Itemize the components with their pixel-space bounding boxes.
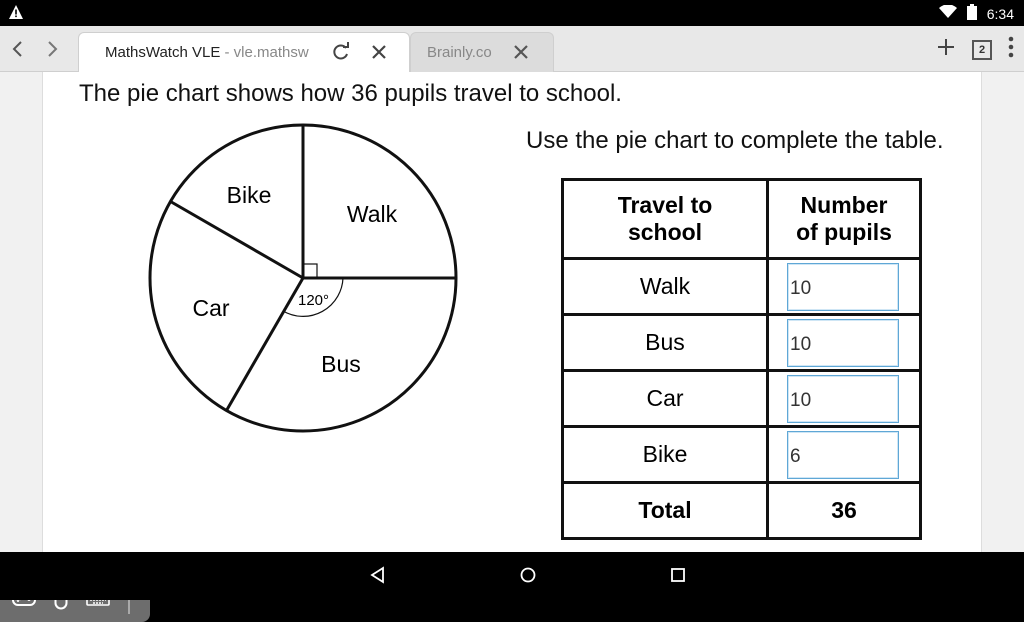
close-tab-icon[interactable]	[511, 42, 531, 66]
table-row	[563, 315, 921, 371]
wifi-icon	[939, 5, 957, 22]
question-intro: The pie chart shows how 36 pupils travel to school.	[79, 80, 622, 107]
slice-label-car: Car	[192, 295, 230, 321]
forward-icon[interactable]	[40, 36, 64, 62]
warning-icon	[8, 4, 24, 25]
new-tab-icon[interactable]	[936, 37, 956, 62]
tab-url: - vle.mathsw	[220, 44, 309, 61]
table-row	[563, 259, 921, 315]
header-travel-line1: Travel to	[617, 192, 713, 218]
tab-title: MathsWatch VLE	[105, 44, 221, 61]
row-label: Walk	[563, 259, 768, 315]
row-label: Bike	[563, 427, 768, 483]
home-nav-icon[interactable]	[519, 566, 537, 589]
answer-input-bike[interactable]: 6	[787, 431, 899, 479]
back-icon[interactable]	[6, 36, 30, 62]
back-nav-icon[interactable]	[369, 566, 387, 589]
web-content	[0, 72, 1024, 552]
answer-input-bus[interactable]: 10	[787, 319, 899, 367]
answer-input-walk[interactable]: 10	[787, 263, 899, 311]
close-tab-icon[interactable]	[369, 42, 389, 66]
header-travel-line2: school	[627, 219, 703, 245]
header-pupils-line1: Number	[800, 192, 888, 218]
table-row	[563, 427, 921, 483]
total-value: 36	[768, 483, 921, 539]
row-label: Bus	[563, 315, 768, 371]
browser-toolbar	[0, 26, 1024, 72]
slice-label-walk: Walk	[346, 201, 398, 227]
tab-title: Brainly.co	[427, 44, 492, 61]
header-pupils	[768, 180, 921, 259]
clock: 6:34	[986, 5, 1014, 22]
menu-icon[interactable]	[1008, 36, 1014, 63]
system-nav-bar	[0, 552, 1024, 600]
header-travel	[563, 180, 768, 259]
answer-input-car[interactable]: 10	[787, 375, 899, 423]
reload-icon[interactable]	[331, 42, 351, 66]
slice-label-bike: Bike	[226, 182, 272, 208]
slice-label-bus: Bus	[321, 351, 361, 377]
question-page	[42, 72, 982, 552]
total-row	[563, 483, 921, 539]
tab-brainly[interactable]	[410, 32, 554, 72]
table-row	[563, 371, 921, 427]
battery-icon	[967, 4, 977, 23]
header-pupils-line2: of pupils	[796, 219, 892, 245]
status-bar	[0, 0, 1024, 26]
tab-mathswatch[interactable]	[78, 32, 410, 72]
travel-table	[561, 178, 922, 540]
row-label: Car	[563, 371, 768, 427]
angle-label: 120°	[298, 292, 330, 309]
table-header-row	[563, 180, 921, 259]
recents-nav-icon[interactable]	[669, 566, 687, 589]
question-instruction: Use the pie chart to complete the table.	[526, 127, 944, 154]
total-label: Total	[563, 483, 768, 539]
tab-switcher-button[interactable]: 2	[972, 40, 992, 60]
pie-chart	[146, 122, 460, 436]
